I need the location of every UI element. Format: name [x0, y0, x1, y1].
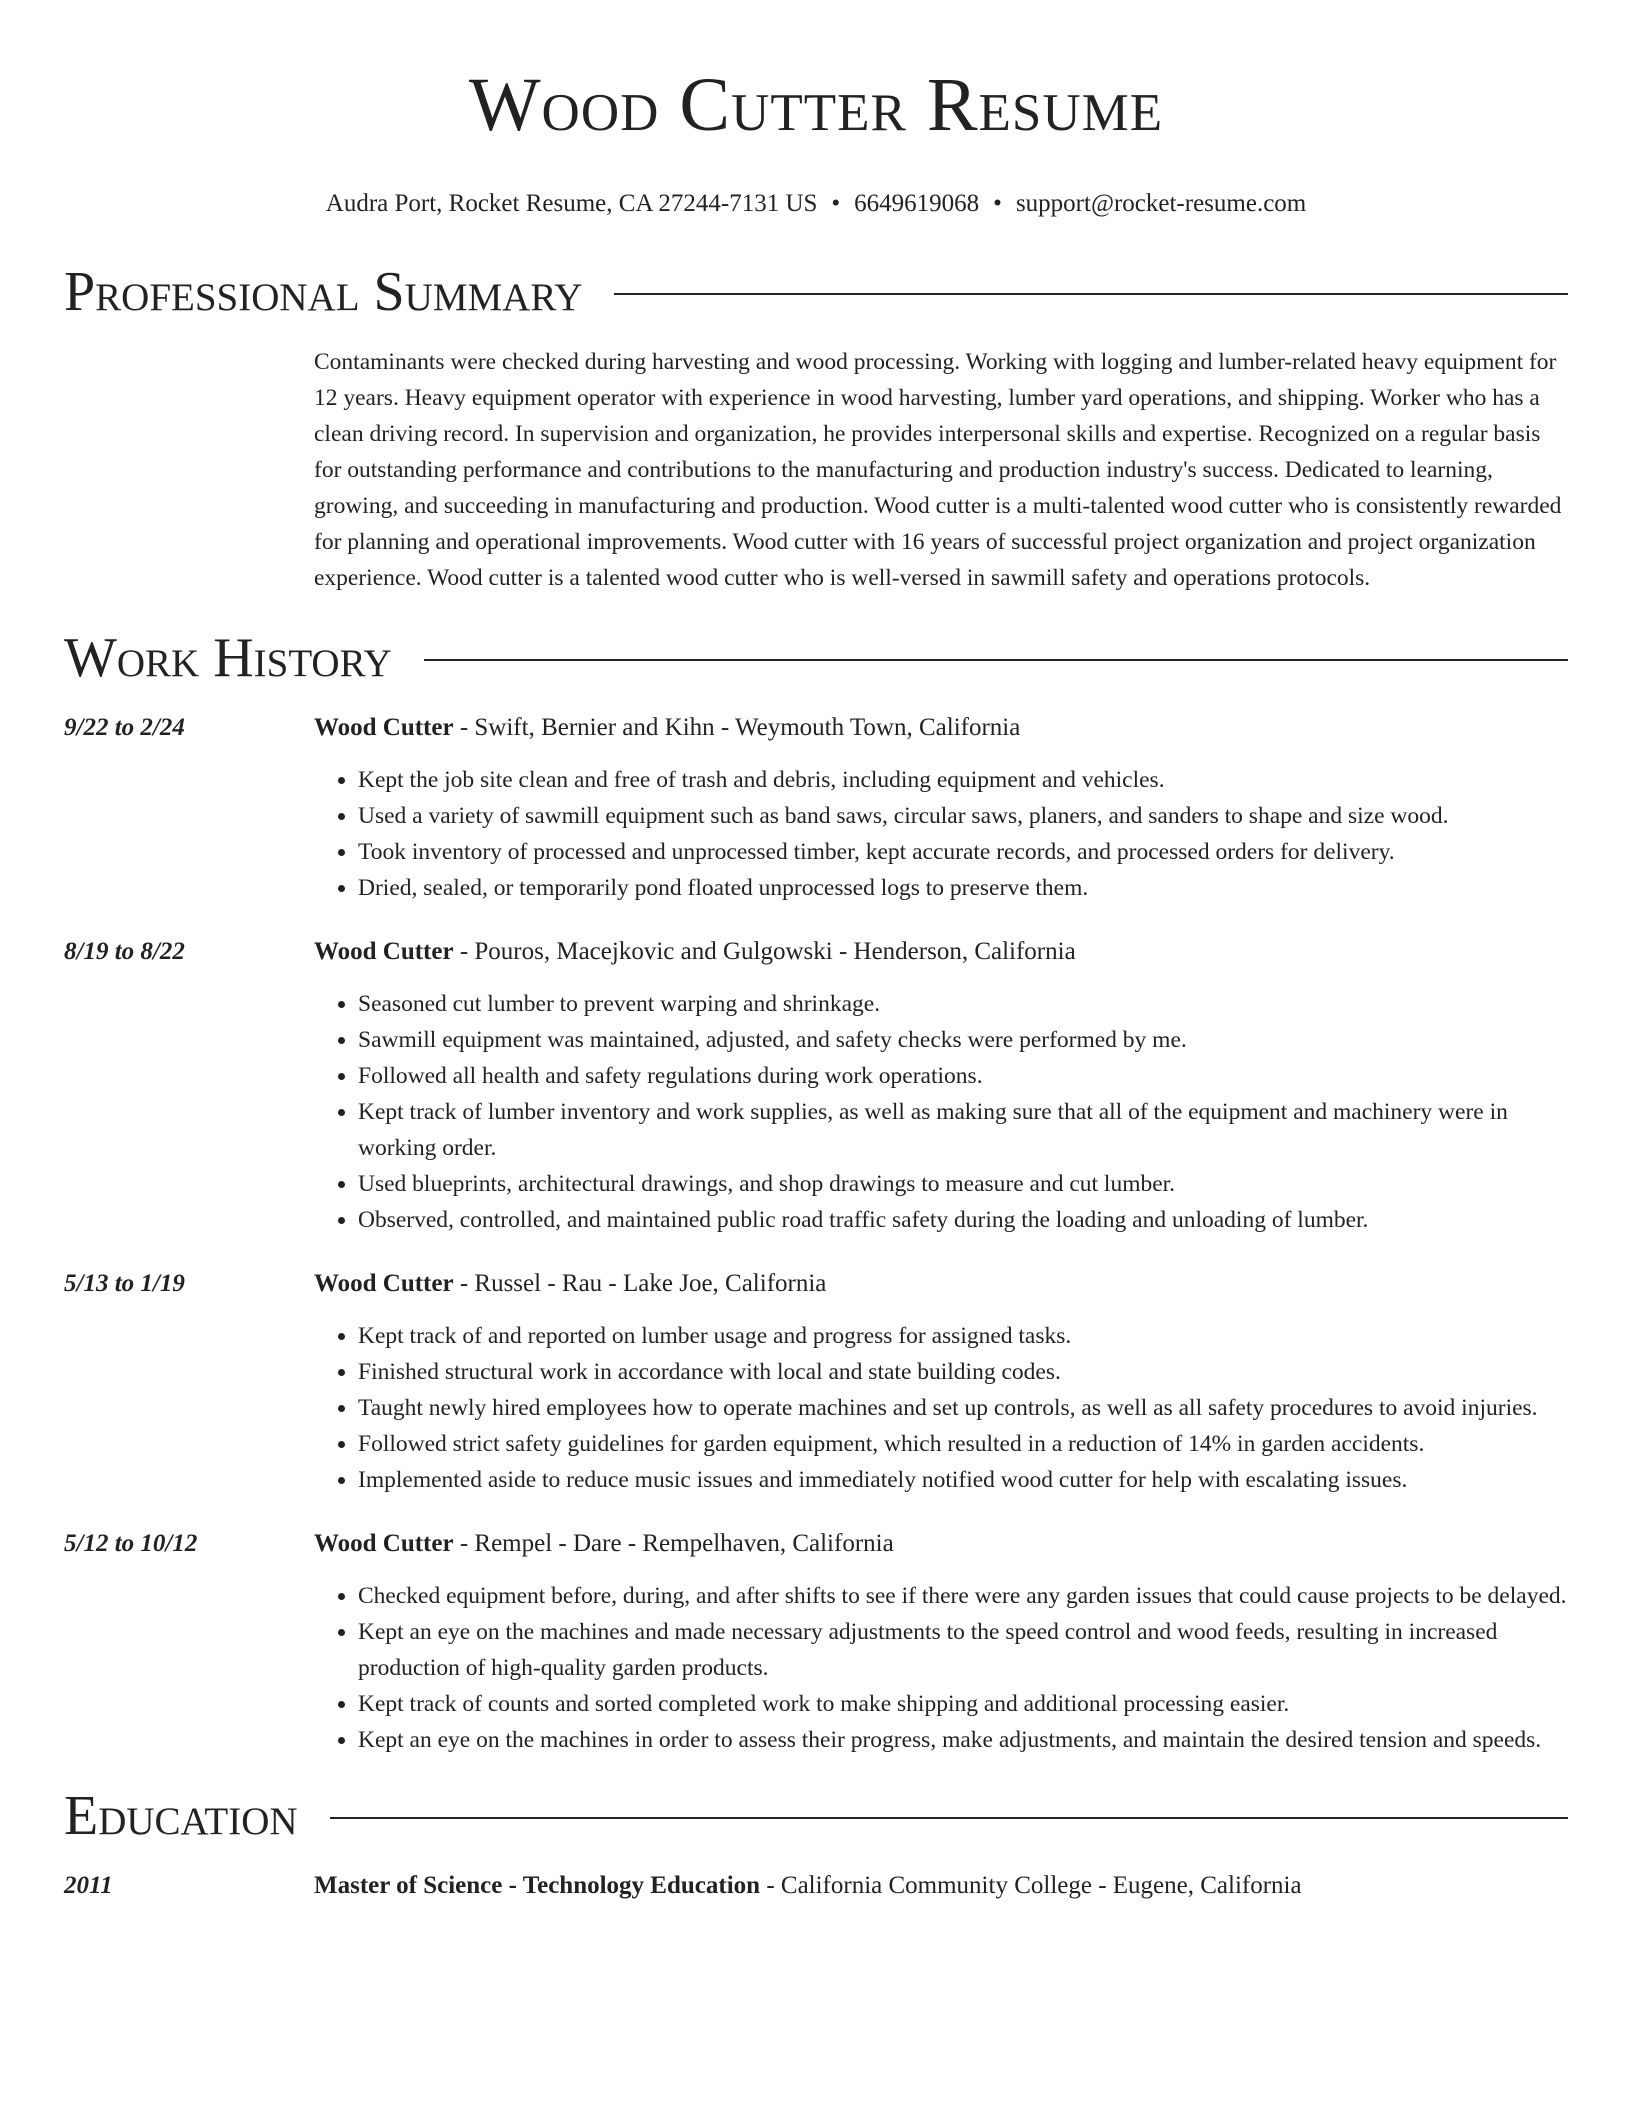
job-title-line	[314, 934, 1568, 970]
job-bullet: • Kept the job site clean and free of trash and debris, including equipment and vehicles.	[358, 762, 1568, 798]
education-entry	[64, 1868, 1568, 1904]
job-bullet: • Kept track of and reported on lumber usage and progress for assigned tasks.	[358, 1318, 1568, 1354]
job-details: - Rempel - Dare - Rempelhaven, California	[453, 1530, 894, 1557]
job-details: - Russel - Rau - Lake Joe, California	[453, 1270, 827, 1297]
job-bullet: • Implemented aside to reduce music issues and immediately notified wood cutter for help with escalating issues.	[358, 1462, 1568, 1498]
job-entry	[64, 1266, 1568, 1498]
contact-line	[64, 190, 1568, 218]
job-bullet: • Kept an eye on the machines and made necessary adjustments to the speed control and wood feeds, resulting in increased production of high-quality garden products.	[358, 1614, 1568, 1686]
education-section-header	[64, 1786, 1568, 1846]
job-date: 5/12 to 10/12	[64, 1530, 198, 1557]
job-bullets	[314, 762, 1568, 906]
job-bullet: • Kept an eye on the machines in order to assess their progress, make adjustments, and maintain the desired tension and speeds.	[358, 1722, 1568, 1758]
section-divider	[424, 659, 1568, 661]
job-title: Wood Cutter	[314, 938, 454, 965]
summary-heading: Professional Summary	[64, 261, 583, 323]
job-entry	[64, 710, 1568, 906]
section-divider	[330, 1817, 1568, 1819]
education-line	[314, 1868, 1302, 1904]
resume-title: Wood Cutter Resume	[468, 63, 1164, 147]
job-bullet: • Followed strict safety guidelines for garden equipment, which resulted in a reduction of 14% in garden accidents.	[358, 1426, 1568, 1462]
job-entry	[64, 934, 1568, 1238]
job-date: 8/19 to 8/22	[64, 938, 185, 965]
job-bullet: • Used blueprints, architectural drawings, and shop drawings to measure and cut lumber.	[358, 1166, 1568, 1202]
job-bullet: • Sawmill equipment was maintained, adjusted, and safety checks were performed by me.	[358, 1022, 1568, 1058]
job-bullet: • Followed all health and safety regulations during work operations.	[358, 1058, 1568, 1094]
job-bullet: • Taught newly hired employees how to operate machines and set up controls, as well as all safety procedures to avoid injuries.	[358, 1390, 1568, 1426]
job-bullet: • Kept track of counts and sorted completed work to make shipping and additional processing easier.	[358, 1686, 1568, 1722]
section-divider	[614, 293, 1568, 295]
summary-section-header	[64, 262, 1568, 322]
job-title-line	[314, 1526, 1568, 1562]
job-title-line	[314, 1266, 1568, 1302]
job-bullet: • Used a variety of sawmill equipment such as band saws, circular saws, planers, and sanders to shape and size wood.	[358, 798, 1568, 834]
job-bullet: • Observed, controlled, and maintained public road traffic safety during the loading and unloading of lumber.	[358, 1202, 1568, 1238]
job-date: 5/13 to 1/19	[64, 1270, 185, 1297]
job-bullet: • Seasoned cut lumber to prevent warping and shrinkage.	[358, 986, 1568, 1022]
job-title: Wood Cutter	[314, 1270, 454, 1297]
contact-separator: •	[993, 190, 1002, 217]
education-heading: Education	[64, 1785, 298, 1847]
job-entry	[64, 1526, 1568, 1758]
job-bullet: • Dried, sealed, or temporarily pond floated unprocessed logs to preserve them.	[358, 870, 1568, 906]
job-bullets	[314, 986, 1568, 1238]
education-date: 2011	[64, 1872, 113, 1899]
contact-phone: 6649619068	[854, 190, 980, 217]
job-details: - Pouros, Macejkovic and Gulgowski - Henderson, California	[453, 938, 1076, 965]
job-details: - Swift, Bernier and Kihn - Weymouth Town, California	[453, 714, 1021, 741]
contact-email: support@rocket-resume.com	[1015, 190, 1307, 217]
work-heading: Work History	[64, 627, 392, 689]
job-title: Wood Cutter	[314, 714, 454, 741]
work-history-list	[64, 710, 1568, 1758]
job-bullets	[314, 1318, 1568, 1498]
job-bullets	[314, 1578, 1568, 1758]
job-bullet: • Finished structural work in accordance with local and state building codes.	[358, 1354, 1568, 1390]
contact-separator: •	[831, 190, 841, 217]
education-degree: Master of Science - Technology Education	[314, 1872, 761, 1899]
work-section-header	[64, 628, 1568, 688]
job-bullet: • Kept track of lumber inventory and work supplies, as well as making sure that all of the equipment and machinery were in working order.	[358, 1094, 1568, 1166]
job-title-line	[314, 710, 1568, 746]
contact-address: Audra Port, Rocket Resume, CA 27244-7131 US	[325, 190, 818, 217]
job-bullet: • Took inventory of processed and unprocessed timber, kept accurate records, and processed orders for delivery.	[358, 834, 1568, 870]
job-title: Wood Cutter	[314, 1530, 454, 1557]
education-details: - California Community College - Eugene, California	[760, 1872, 1302, 1899]
job-date: 9/22 to 2/24	[64, 714, 185, 741]
summary-text: Contaminants were checked during harvesting and wood processing. Working with logging and lumber-related heavy equipment for 12 years. Heavy equipment operator with experience in wood harvesting, lumber yard operations, and shipping. Worker who has a clean driving record. In supervision and organization, he provides interpersonal skills and expertise. Recognized on a regular basis for outstanding performance and contributions to the manufacturing and production industry's success. Dedicated to learning, growing, and succeeding in manufacturing and production. Wood cutter is a multi-talented wood cutter who is consistently rewarded for planning and operational improvements. Wood cutter with 16 years of successful project organization and project organization experience. Wood cutter is a talented wood cutter who is well-versed in sawmill safety and operations protocols.	[314, 349, 1562, 591]
job-bullet: • Checked equipment before, during, and after shifts to see if there were any garden issues that could cause projects to be delayed.	[358, 1578, 1568, 1614]
